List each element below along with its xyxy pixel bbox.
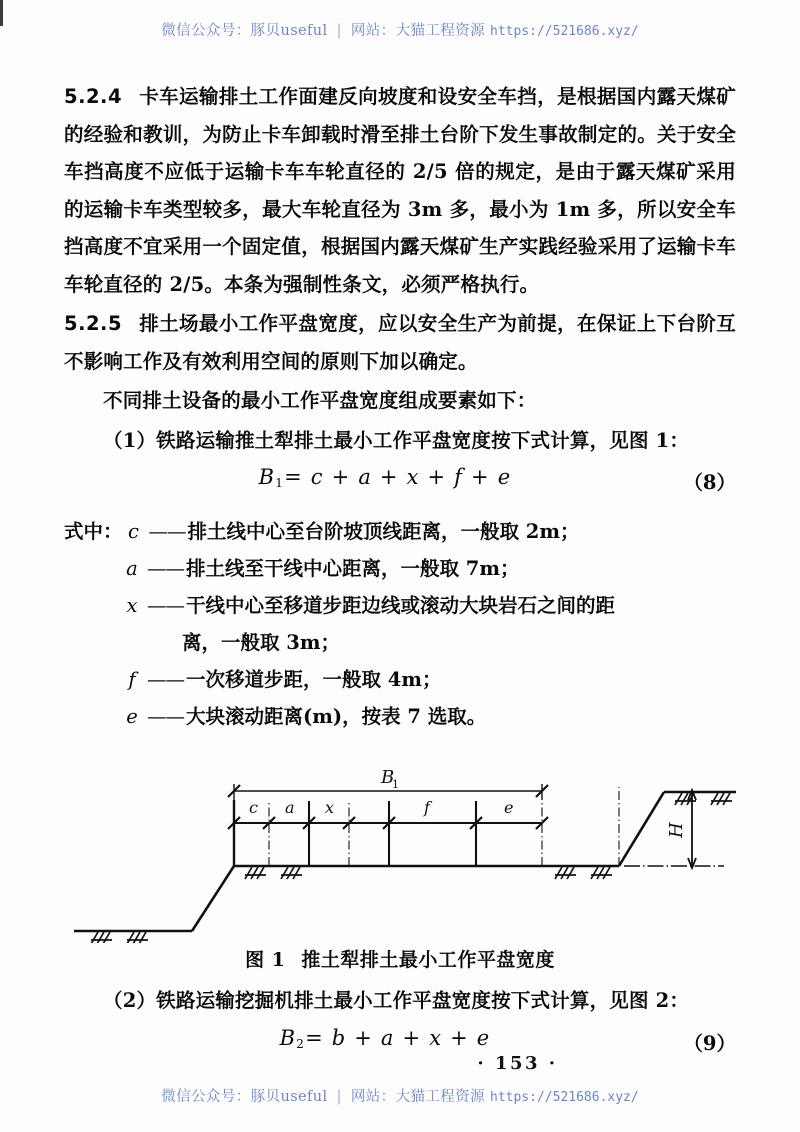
paragraph-intro: 不同排土设备的最小工作平盘宽度组成要素如下： bbox=[103, 389, 537, 412]
watermark-bottom-site-label: 网站： bbox=[350, 1089, 396, 1105]
definition-dash-c: —— bbox=[148, 520, 186, 543]
figure-1-caption bbox=[64, 945, 736, 972]
paragraph-item-2: （2）铁路运输挖掘机排土最小工作平盘宽度按下式计算，见图 2： bbox=[103, 989, 690, 1012]
equation-8-number: （8） bbox=[683, 471, 736, 494]
definition-text-x-continuation: 离，一般取 3m； bbox=[182, 631, 340, 654]
definition-symbol-x: x bbox=[126, 594, 138, 617]
figure-label-x: x bbox=[325, 798, 335, 817]
definition-text-c: 排土线中心至台阶坡顶线距离，一般取 2m； bbox=[187, 520, 580, 543]
watermark-site-label: 网站： bbox=[350, 23, 396, 39]
watermark-top bbox=[0, 19, 800, 40]
figure-1 bbox=[64, 743, 736, 943]
figure-label-H: H bbox=[666, 822, 687, 838]
definition-row-c bbox=[64, 513, 736, 550]
definition-symbol-f: f bbox=[128, 668, 136, 691]
definition-text-f: 一次移道步距，一般取 4m； bbox=[186, 668, 442, 691]
clause-5-2-5 bbox=[64, 305, 736, 380]
watermark-wechat-label: 微信公众号： bbox=[161, 23, 251, 39]
figure-1-caption-label: 图 1 bbox=[245, 949, 286, 971]
watermark-bottom-site-value: 大猫工程资源 bbox=[395, 1089, 485, 1105]
definition-symbol-e: e bbox=[126, 705, 138, 728]
definition-row-f bbox=[64, 661, 736, 698]
figure-label-B1: B bbox=[381, 767, 395, 788]
watermark-wechat-value: 豚贝useful bbox=[250, 23, 328, 39]
watermark-bottom-wechat-value: 豚贝useful bbox=[250, 1089, 328, 1105]
definition-symbol-c: c bbox=[128, 520, 139, 543]
figure-1-drawing bbox=[64, 743, 736, 943]
clause-number-5-2-5: 5.2.5 bbox=[64, 312, 123, 335]
equation-8-lhs: B bbox=[258, 465, 276, 489]
definition-text-e: 大块滚动距离(m)，按表 7 选取。 bbox=[186, 705, 487, 728]
figure-label-e: e bbox=[504, 798, 514, 817]
equation-9-lhs: B bbox=[279, 1025, 297, 1050]
watermark-bottom-url: https://521686.xyz/ bbox=[490, 1090, 639, 1105]
figure-label-f: f bbox=[424, 798, 430, 817]
definition-row-x-continuation bbox=[64, 624, 736, 661]
definition-lead-in: 式中： bbox=[64, 520, 123, 543]
equation-8-body: = c + a + x + f + e bbox=[284, 465, 512, 489]
figure-1-caption-text: 推土犁排土最小工作平盘宽度 bbox=[301, 949, 555, 971]
definition-row-e bbox=[64, 698, 736, 735]
watermark-url: https://521686.xyz/ bbox=[490, 24, 639, 39]
equation-9-number: （9） bbox=[683, 1031, 736, 1055]
equation-9-subscript: 2 bbox=[296, 1036, 306, 1051]
document-content bbox=[64, 78, 736, 1074]
paragraph-item-1: （1）铁路运输推土犁排土最小工作平盘宽度按下式计算，见图 1： bbox=[103, 428, 690, 452]
figure-label-B1-subscript: 1 bbox=[392, 778, 399, 791]
figure-label-a: a bbox=[285, 798, 295, 817]
definition-dash-a: —— bbox=[147, 557, 184, 580]
equation-9 bbox=[64, 1026, 736, 1051]
clause-number-5-2-4: 5.2.4 bbox=[64, 85, 123, 108]
equation-8-subscript: 1 bbox=[275, 476, 285, 490]
watermark-separator: | bbox=[336, 23, 342, 39]
watermark-site-value: 大猫工程资源 bbox=[395, 23, 485, 39]
page-number: · 153 · bbox=[477, 1053, 558, 1074]
clause-text-5-2-4: 卡车运输排土工作面建反向坡度和设安全车挡，是根据国内露天煤矿的经验和教训，为防止卡车卸载时滑至排土台阶下发生事故制定的。关于安全车挡高度不应低于运输卡车车轮直径的 2/5 倍的规定，是由于露天煤矿采用的运输卡车类型较多，最大车轮直径为 3m 多，最小为 1m 多，所以安全车挡高度不宜采用一个固定值，根据国内露天煤矿生产实践经验采用了运输卡车车轮直径的 2/5。本条为强制性条文，必须严格执行。 bbox=[64, 85, 736, 296]
definition-dash-f: —— bbox=[147, 668, 184, 691]
definition-symbol-a: a bbox=[126, 557, 138, 580]
figure-label-c: c bbox=[249, 798, 258, 817]
watermark-bottom-wechat-label: 微信公众号： bbox=[161, 1089, 251, 1105]
definition-list bbox=[64, 513, 736, 735]
equation-8-row bbox=[64, 465, 736, 511]
equation-9-body: = b + a + x + e bbox=[305, 1025, 491, 1050]
definition-text-x: 干线中心至移道步距边线或滚动大块岩石之间的距 bbox=[186, 594, 616, 617]
watermark-bottom bbox=[0, 1085, 800, 1106]
definition-text-a: 排土线至干线中心距离，一般取 7m； bbox=[186, 557, 520, 580]
definition-row-x bbox=[64, 587, 736, 624]
equation-8 bbox=[64, 465, 736, 490]
clause-text-5-2-5: 排土场最小工作平盘宽度，应以安全生产为前提，在保证上下台阶互不影响工作及有效利用空间的原则下加以确定。 bbox=[64, 312, 736, 373]
watermark-bottom-separator: | bbox=[336, 1089, 342, 1105]
clause-5-2-4 bbox=[64, 78, 736, 303]
definition-dash-x: —— bbox=[147, 594, 184, 617]
definition-row-a bbox=[64, 550, 736, 587]
definition-dash-e: —— bbox=[147, 705, 184, 728]
